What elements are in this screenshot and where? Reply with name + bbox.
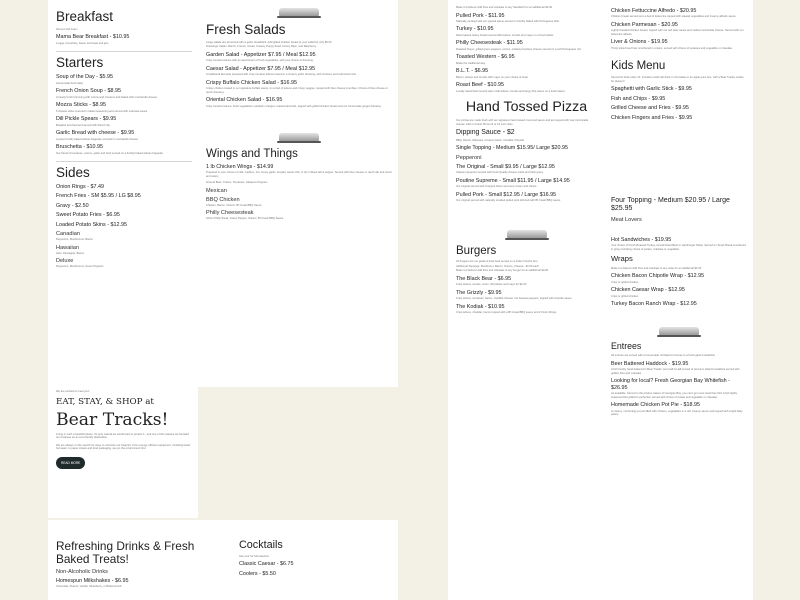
pizza-set: BBQ Chicken xyxy=(206,196,240,203)
drink-item: Homespun Milkshakes - $6.95 xyxy=(56,577,129,584)
salads-intro: Large salads are all served with a garlic breadstick. Add grilled chicken breast to your salad for only $5.00 xyxy=(206,40,332,44)
salads-dressings: Dressings: Italian, Ranch, French, Greek, Creamy Poppy Seed, Honey Dijon, and Raspberry. xyxy=(206,45,317,49)
meat-lovers: Meat Lovers xyxy=(611,216,642,223)
sub-item-desc: Pepperoni, Mushrooms, Bacon xyxy=(56,238,93,242)
bear-tracks-text: Living in such a beautiful place, it's only natural we would want to protect it - and one of the reasons we founded our business as an eco-friendly destination. xyxy=(56,432,189,440)
sandwich-item: B.L.T. - $6.95 xyxy=(456,68,489,75)
starter-item: Soup of the Day - $5.95 xyxy=(56,74,113,81)
dipping-list: BBQ, Ranch, Marinara, Creamy Garlic, Cheddar Chipotle xyxy=(456,138,525,142)
entree-item-desc: A fish freshly hand battered in Bear Tracks' own Half & Half served of premium Atlantic Haddock served with golden fries and coleslaw. xyxy=(611,368,740,375)
side-item: Gravy - $2.50 xyxy=(56,202,89,209)
wrap-item-desc: Crisp or grilled chicken. xyxy=(611,294,639,298)
breakfast-item-desc: 2 eggs, homefries, bacon and toast and jam. xyxy=(56,41,110,45)
drink-item-desc: Chocolate, Peanut, Vanilla, Strawberry, or Butterscotch. xyxy=(56,585,123,589)
pizza-item: Poutine Supreme - Small $11.95 / Large $14.95 xyxy=(456,177,570,184)
entree-top-item: Chicken Fettuccine Alfredo - $20.95 xyxy=(611,8,697,14)
wraps-note: Make it a Deluxe! Add fries and coleslaw to any wrap for an additional $2.00 xyxy=(611,266,702,270)
salad-item: Caesar Salad - Appetizer $7.95 / Meal $12.95 xyxy=(206,65,316,72)
salads-wings-panel xyxy=(198,0,398,387)
starter-item: French Onion Soup - $8.95 xyxy=(56,88,122,95)
starter-item-desc: A piece freshly baked artisan baguette covered in mozzarella cheese. xyxy=(56,137,139,141)
entree-top-desc: Chicken breast served over a bed of fettuccine topped with stewed vegetables and creamy alfredo sauce. xyxy=(611,15,737,19)
cocktail-item: Classic Caesar - $6.75 xyxy=(239,561,294,568)
starter-item-desc: 6 cheese sticks covered in Italian seasoning and served with marinara sauce. xyxy=(56,109,149,113)
side-item: Sweet Potato Fries - $6.95 xyxy=(56,212,120,219)
entree-top-desc: Lightly breaded chicken breast, topped with our red tasty sauce and melted mozzarella cheese. Served with our fettuccine alfredo. xyxy=(611,29,744,36)
non-alc-heading: Non-Alcoholic Drinks xyxy=(56,568,108,575)
salad-item: Oriental Chicken Salad - $16.95 xyxy=(206,97,283,104)
burgers-deluxe: Make it a Deluxe! Add fries and coleslaw to any burger for an additional $3.00 xyxy=(456,269,549,273)
sides-heading: Sides xyxy=(56,165,90,181)
cocktail-item: Coolers - $5.50 xyxy=(239,570,276,577)
wrap-item: Turkey Bacon Ranch Wrap - $12.95 xyxy=(611,301,697,308)
pizza-intro: Our pizzas are made fresh with our signature hand tossed crust and sauce and are topped with real mozzarella cheese. Add on Fresh Pizza 14 or 16 inch sizes. xyxy=(456,119,589,126)
sandwich-item-desc: Bacon, lettuce and tomato with mayo on your choice of toast. xyxy=(456,75,529,79)
entrees-panel xyxy=(603,0,753,600)
pizza-heading: Hand Tossed Pizza xyxy=(465,99,588,116)
salad-item: Garden Salad - Appetizer $7.95 / Meal $12.95 xyxy=(206,51,316,58)
starter-item-desc: Homemade fresh daily. xyxy=(56,81,84,85)
burgers-intro: All burgers are our grade A local beef served on a butter brioche bun. xyxy=(456,260,539,264)
dish-thumbnail xyxy=(657,322,701,338)
wrap-item: Chicken Bacon Chipotle Wrap - $12.95 xyxy=(611,273,705,280)
bear-tracks-subtitle: EAT, STAY, & SHOP at xyxy=(56,396,154,407)
pizza-item-desc: Classic pepperoni served with fresh Quality cheese curds and thick gravy. xyxy=(456,171,544,175)
single-topping: Single Topping - Medium $15.95/ Large $20.95 xyxy=(456,145,568,152)
sandwich-item: Pulled Pork - $11.95 xyxy=(456,12,505,19)
wings-heading: Wings and Things xyxy=(206,148,298,161)
cocktails-note: Ask your for full selection. xyxy=(239,554,270,558)
sub-item-desc: Pepperoni, Mushrooms, Green Peppers xyxy=(56,265,104,269)
burger-item-desc: Crisp lettuce, tomato, onion, dill pickles and mayo for $2.00 xyxy=(456,283,527,287)
sandwiches-pizza-panel xyxy=(448,0,603,600)
pepperoni: Pepperoni xyxy=(456,154,482,161)
sandwich-item: Philly Cheesesteak - $11.95 xyxy=(456,40,523,47)
entree-item: Homemade Chicken Pot Pie - $18.95 xyxy=(611,402,700,409)
salad-item: Crispy Buffalo Chicken Salad - $16.95 xyxy=(206,79,297,86)
burger-item: The Black Bear - $6.95 xyxy=(456,275,512,282)
pizza-set-desc: Chicken, Bacon, Onions, Bf Creek BBQ Sauce xyxy=(206,203,262,207)
divider xyxy=(56,51,192,52)
sandwich-item-desc: Roasted ribeye, grilled green peppers, onions, melted provolone cheese served on a soft Portuguese roll. xyxy=(456,47,582,51)
drinks-left xyxy=(56,536,221,589)
pizza-set: Philly Cheesesteak xyxy=(206,210,254,217)
sub-item-desc: Ham, Pineapple, Bacon xyxy=(56,251,85,255)
kids-item: Grilled Cheese and Fries - $9.95 xyxy=(611,105,689,112)
kids-note: Served for kids under 10. Includes small soft drink or chocolate or an apple juice box, with a Bear Tracks cookie for dessert! xyxy=(611,76,744,83)
dish-thumbnail xyxy=(505,225,549,241)
bear-tracks-eyebrow: We are excited to meet you! xyxy=(56,390,90,393)
pizza-set-desc: Ground Beef, Onions, Tomatoes, Jalapeno Peppers xyxy=(206,181,268,185)
salads-heading: Fresh Salads xyxy=(206,22,286,37)
entree-top-item: Liver & Onions - $19.95 xyxy=(611,39,668,46)
kids-item: Spaghetti with Garlic Stick - $9.95 xyxy=(611,86,692,93)
dipping-sauce: Dipping Sauce - $2 xyxy=(456,129,515,137)
side-item: Loaded Potato Skins - $12.95 xyxy=(56,221,128,228)
salad-item-desc: Crisp romaine lettuce, fresh vegetables mandarin oranges, toasted almonds, topped with grilled chicken breast and our homemade ginger dressing. xyxy=(206,104,382,108)
starter-item-desc: Our blend of tomatoes, onions, garlic and herb served on a freshly baked artisan baguette. xyxy=(56,151,164,155)
pizza-set-desc: Sirloin Philly Steak, Green Pepper, Onions, Bf Creek BBQ Sauce xyxy=(206,217,284,221)
refreshing-heading: Refreshing Drinks & Fresh Baked Treats! xyxy=(56,539,195,566)
bear-tracks-title: Bear Tracks! xyxy=(56,410,169,431)
pizza-item-desc: Our original served with naturally smoked pulled pork drizzled with Bf Creek BBQ sauce. xyxy=(456,199,562,203)
wrap-item-desc: Crisp or grilled chicken. xyxy=(611,280,639,284)
kids-heading: Kids Menu xyxy=(611,60,666,73)
starters-heading: Starters xyxy=(56,55,104,71)
breakfast-item: Mama Bear Breakfast - $10.95 xyxy=(56,34,130,41)
sub-item: Deluxe xyxy=(56,258,74,265)
wrap-item: Chicken Caesar Wrap - $12.95 xyxy=(611,287,685,294)
entree-item: Looking for local? Fresh Georgian Bay Whitefish - $26.95 xyxy=(611,378,730,391)
burgers-heading: Burgers xyxy=(456,244,497,257)
entree-item-desc: As available. Served in the pristine waters of Georgian Bay, you can't get more local than this! A fish lightly seasoned filet grilled to perfection served with choice of potato and vegetable or coleslaw. xyxy=(611,392,738,399)
drinks-row xyxy=(56,536,392,589)
entree-item: Beer Battered Haddock - $19.95 xyxy=(611,360,689,367)
divider xyxy=(56,161,192,162)
starter-item: Dill Pickle Spears - $9.95 xyxy=(56,116,117,123)
starter-item: Garlic Bread with cheese - $9.95 xyxy=(56,130,135,137)
salad-item-desc: A traditional favourite prepared with crisp romaine lettuce tossed in a creamy garlic dressing, with croutons and real bacon bits. xyxy=(206,73,357,77)
breakfast-heading: Breakfast xyxy=(56,9,114,24)
breakfast-note: Served until 11am xyxy=(56,27,78,31)
cocktails-col xyxy=(239,536,379,589)
entrees-note: All entrees are served with a homemade roll baked in-house to a fresh garlic breadstick. xyxy=(611,354,716,358)
hot-sandwich-desc: Your choice of Fresh Roasted Turkey, Grand Roast Beef or Hamburger Pattie. Served on Texas Bread smothered in gravy including choice of potato, coleslaw or vegetable. xyxy=(611,244,746,251)
sandwich-item: Toasted Western - $6.95 xyxy=(456,54,515,61)
burger-item: The Grizzly - $9.95 xyxy=(456,289,502,296)
pizza-set: Mexican xyxy=(206,187,227,194)
entree-top-desc: Thinly sliced beef liver smothered in onions, served with choice of potatoes and vegetable or coleslaw. xyxy=(611,46,733,50)
sandwich-item-desc: Real roasted turkey breast served with lettuce, tomato and mayo on a fresh kaiser. xyxy=(456,33,554,37)
starter-item: Bruschetta - $10.95 xyxy=(56,144,104,151)
bear-tracks-text: We are always on the search for ways to minimize our footprint. From energy efficient equipment, including better hot water, to paper straws and food packaging, we put the environment first. xyxy=(56,443,191,451)
salad-item-desc: Crispy chicken tossed in our signature buffalo sauce, on a bed of lettuce and crispy veggies, topped with blue cheese crumbles. Choice of blue cheese or ranch dressing. xyxy=(206,87,389,94)
starter-item: Mozza Sticks - $8.95 xyxy=(56,102,107,109)
wings-item-desc: Prepared to your choice of mild, medium, hot, honey garlic, teriyaki, sweet chili, or dry rubbed salt & pepper. Served with blue cheese or ranch dip and carrot and celery. xyxy=(206,171,392,178)
pizza-item: Pulled Pork - Small $12.95 / Large $16.95 xyxy=(456,191,557,198)
sub-item: Canadian xyxy=(56,231,80,238)
sandwich-item: Roast Beef - $10.95 xyxy=(456,82,504,89)
four-topping: Four Topping - Medium $20.95 / Large $25.95 xyxy=(611,197,730,213)
wraps-heading: Wraps xyxy=(611,254,633,264)
sandwich-note: Make it a Deluxe! Add fries and coleslaw to any Sandwich for an additional $2.00 xyxy=(456,6,553,9)
burgers-toppings: Additional Toppings: Mushroom, Bacon, Onions, Cheese - $1.50 each xyxy=(456,264,540,268)
entrees-heading: Entrees xyxy=(611,340,642,351)
burger-item: The Kodiak - $10.95 xyxy=(456,303,505,310)
dish-thumbnail xyxy=(277,128,321,144)
kids-item: Chicken Fingers and Fries - $9.95 xyxy=(611,114,693,121)
sandwich-item-desc: Made the traditional way. xyxy=(456,61,486,65)
pizza-item: The Original - Small $9.95 / Large $12.95 xyxy=(456,163,555,170)
sandwich-item-desc: Locally raised beef served warm with lettuce, tomato and tangy bbq sauce on a fresh kaiser. xyxy=(456,89,566,93)
burger-item-desc: Crisp lettuce, cheddar, bacon topped with a Bf Creek BBQ sauce and 2 Onion Rings. xyxy=(456,311,557,315)
entree-item-desc: A creamy, comforting pot pie filled with chicken, vegetables in a rich creamy sauce and topped with a light flaky pastry. xyxy=(611,409,743,417)
hot-sandwich: Hot Sandwiches - $19.95 xyxy=(611,236,672,243)
starter-item-desc: Breaded and fried and served with Ranch dip. xyxy=(56,123,111,127)
salad-item-desc: Crisp romaine lettuce with an assortment of fresh vegetables, with your choice of dressing. xyxy=(206,59,314,63)
wings-item: 1 lb Chicken Wings - $14.99 xyxy=(206,163,274,170)
sandwich-item: Turkey - $10.95 xyxy=(456,26,494,33)
kids-item: Fish and Chips - $9.95 xyxy=(611,95,666,102)
bear-tracks-panel xyxy=(48,383,198,518)
dish-thumbnail xyxy=(277,3,321,19)
sandwich-item-desc: Naturally smoked with our special sauce served on freshly baked with Portuguese Roll. xyxy=(456,19,560,23)
entree-top-item: Chicken Parmesan - $20.95 xyxy=(611,21,678,28)
cocktails-heading: Cocktails xyxy=(239,539,283,551)
burger-item-desc: Crisp lettuce, tomatoes, bacon, cheddar cheese, hot banana peppers, topped with chipotle sauce. xyxy=(456,297,573,301)
sub-item: Hawaiian xyxy=(56,244,80,251)
side-item: French Fries - SM $5.95 / LG $8.95 xyxy=(56,193,141,200)
side-item: Onion Rings - $7.49 xyxy=(56,183,104,190)
pizza-item-desc: Our original served with chopped bacon and sour cream and chives. xyxy=(456,185,538,189)
starter-item-desc: A hearty broth brimming with onions and croutons and baked with mozzarella cheese. xyxy=(56,95,158,99)
read-more-button[interactable]: READ MORE xyxy=(56,457,85,469)
drinks-panel xyxy=(48,520,398,600)
